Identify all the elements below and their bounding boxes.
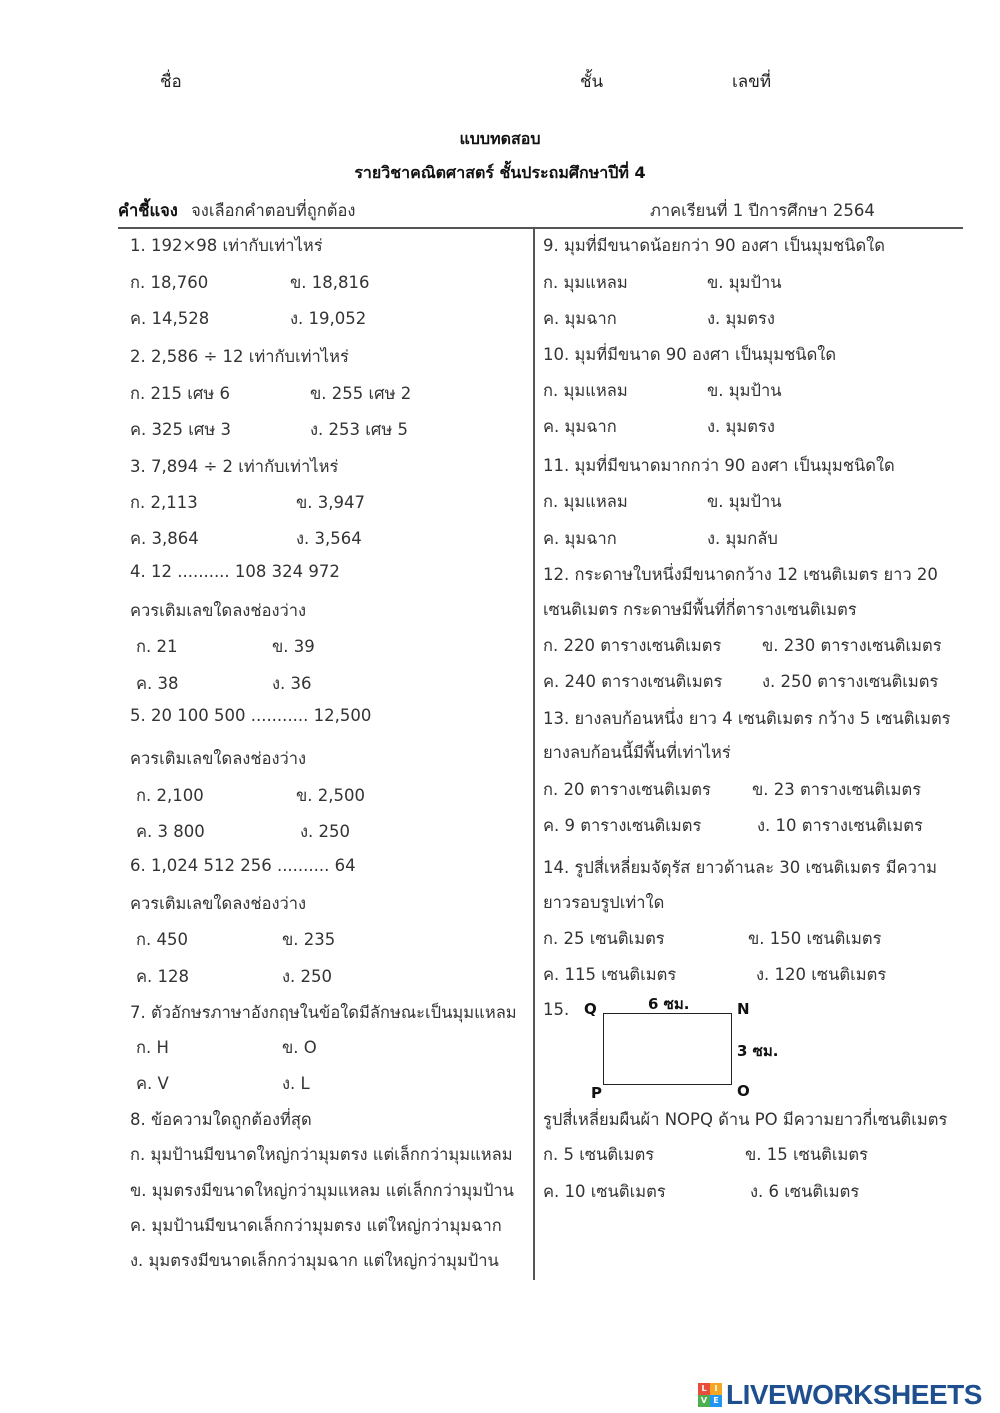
- rectangle-figure: [603, 1013, 732, 1085]
- choice-d[interactable]: ง. มุมตรงมีขนาดเล็กกว่ามุมฉาก แต่ใหญ่กว่ามุมป้าน: [130, 1251, 499, 1270]
- choice-a[interactable]: ก. 20 ตารางเซนติเมตร: [543, 780, 711, 799]
- question-text: 14. รูปสี่เหลี่ยมจัตุรัส ยาวด้านละ 30 เซนติเมตร มีความ: [543, 858, 938, 877]
- choice-d[interactable]: ง. L: [282, 1074, 310, 1093]
- choice-b[interactable]: ข. O: [282, 1038, 317, 1057]
- name-label: ชื่อ: [160, 72, 182, 92]
- question-text-2: เซนติเมตร กระดาษมีพื้นที่กี่ตารางเซนติเมตร: [543, 600, 857, 619]
- choice-d[interactable]: ง. 36: [272, 674, 312, 693]
- choice-b[interactable]: ข. 255 เศษ 2: [310, 384, 412, 403]
- choice-a[interactable]: ก. 5 เซนติเมตร: [543, 1145, 655, 1164]
- choice-d[interactable]: ง. มุมตรง: [707, 309, 775, 328]
- question-subtext: ควรเติมเลขใดลงช่องว่าง: [130, 894, 307, 913]
- vertex-q: Q: [584, 1000, 597, 1018]
- question-text: 10. มุมที่มีขนาด 90 องศา เป็นมุมชนิดใด: [543, 345, 837, 364]
- question-text: 12. กระดาษใบหนึ่งมีขนาดกว้าง 12 เซนติเมตร ยาว 20: [543, 565, 938, 584]
- choice-a[interactable]: ก. 450: [136, 930, 188, 949]
- choice-a[interactable]: ก. มุมแหลม: [543, 273, 628, 292]
- question-text: 1. 192×98 เท่ากับเท่าไหร่: [130, 236, 323, 255]
- vertex-p: P: [591, 1084, 602, 1102]
- logo-tile: V: [698, 1395, 710, 1407]
- question-text: 5. 20 100 500 ........... 12,500: [130, 706, 372, 725]
- choice-a[interactable]: ก. 18,760: [130, 273, 209, 292]
- choice-b[interactable]: ข. 3,947: [296, 493, 366, 512]
- choice-d[interactable]: ง. 6 เซนติเมตร: [750, 1182, 860, 1201]
- term-label: ภาคเรียนที่ 1 ปีการศึกษา 2564: [650, 201, 875, 220]
- choice-c[interactable]: ค. มุมฉาก: [543, 417, 617, 436]
- question-text: 13. ยางลบก้อนหนึ่ง ยาว 4 เซนติเมตร กว้าง 5 เซนติเมตร: [543, 709, 951, 728]
- choice-b[interactable]: ข. 2,500: [296, 786, 366, 805]
- instruction-text: จงเลือกคำตอบที่ถูกต้อง: [191, 201, 356, 220]
- choice-b[interactable]: ข. 23 ตารางเซนติเมตร: [752, 780, 922, 799]
- logo-mark-icon: [698, 1383, 722, 1407]
- question-text: 2. 2,586 ÷ 12 เท่ากับเท่าไหร่: [130, 347, 349, 366]
- choice-a[interactable]: ก. มุมป้านมีขนาดใหญ่กว่ามุมตรง แต่เล็กกว่ามุมแหลม: [130, 1145, 513, 1164]
- choice-a[interactable]: ก. มุมแหลม: [543, 492, 628, 511]
- liveworksheets-logo[interactable]: [698, 1380, 982, 1410]
- choice-b[interactable]: ข. มุมป้าน: [707, 381, 782, 400]
- choice-a[interactable]: ก. 21: [136, 637, 178, 656]
- choice-b[interactable]: ข. 235: [282, 930, 336, 949]
- choice-c[interactable]: ค. V: [136, 1074, 169, 1093]
- class-label: ชั้น: [580, 72, 604, 92]
- choice-d[interactable]: ง. 250: [300, 822, 351, 841]
- instruction-label: คำชี้แจง: [118, 201, 178, 220]
- subject-title: รายวิชาคณิตศาสตร์ ชั้นประถมศึกษาปีที่ 4: [354, 163, 646, 182]
- vertex-o: O: [737, 1082, 750, 1100]
- logo-tile: E: [710, 1395, 722, 1407]
- choice-c[interactable]: ค. 14,528: [130, 309, 210, 328]
- choice-c[interactable]: ค. 9 ตารางเซนติเมตร: [543, 816, 702, 835]
- vertex-n: N: [737, 1000, 750, 1018]
- choice-c[interactable]: ค. 38: [136, 674, 179, 693]
- choice-c[interactable]: ค. 128: [136, 967, 190, 986]
- column-divider: [533, 227, 535, 1280]
- side-length-label: 3 ซม.: [737, 1042, 779, 1060]
- choice-d[interactable]: ง. 120 เซนติเมตร: [756, 965, 887, 984]
- choice-a[interactable]: ก. H: [136, 1038, 169, 1057]
- choice-b[interactable]: ข. 39: [272, 637, 315, 656]
- top-length-label: 6 ซม.: [648, 995, 690, 1013]
- choice-c[interactable]: ค. 240 ตารางเซนติเมตร: [543, 672, 723, 691]
- choice-b[interactable]: ข. 230 ตารางเซนติเมตร: [762, 636, 942, 655]
- logo-tile: I: [710, 1383, 722, 1395]
- choice-c[interactable]: ค. มุมฉาก: [543, 309, 617, 328]
- choice-d[interactable]: ง. 250: [282, 967, 333, 986]
- question-text: 3. 7,894 ÷ 2 เท่ากับเท่าไหร่: [130, 457, 339, 476]
- number-label: เลขที่: [732, 72, 772, 92]
- choice-b[interactable]: ข. 15 เซนติเมตร: [745, 1145, 868, 1164]
- test-title: แบบทดสอบ: [459, 129, 541, 148]
- question-text-2: ยางลบก้อนนี้มีพื้นที่เท่าไหร่: [543, 743, 731, 762]
- top-rule: [118, 227, 963, 229]
- choice-d[interactable]: ง. 3,564: [296, 529, 362, 548]
- instruction: [118, 198, 355, 224]
- choice-b[interactable]: ข. มุมป้าน: [707, 492, 782, 511]
- question-text: 8. ข้อความใดถูกต้องที่สุด: [130, 1110, 312, 1129]
- logo-tile: L: [698, 1383, 710, 1395]
- choice-b[interactable]: ข. มุมป้าน: [707, 273, 782, 292]
- choice-d[interactable]: ง. 253 เศษ 5: [310, 420, 409, 439]
- choice-b[interactable]: ข. 18,816: [290, 273, 370, 292]
- logo-text: LIVEWORKSHEETS: [726, 1379, 982, 1410]
- choice-b[interactable]: ข. 150 เซนติเมตร: [748, 929, 882, 948]
- choice-c[interactable]: ค. มุมฉาก: [543, 529, 617, 548]
- choice-a[interactable]: ก. 215 เศษ 6: [130, 384, 230, 403]
- choice-d[interactable]: ง. 250 ตารางเซนติเมตร: [762, 672, 939, 691]
- choice-c[interactable]: ค. 3,864: [130, 529, 199, 548]
- question-subtext: ควรเติมเลขใดลงช่องว่าง: [130, 749, 307, 768]
- question-subtext: ควรเติมเลขใดลงช่องว่าง: [130, 601, 307, 620]
- choice-c[interactable]: ค. 115 เซนติเมตร: [543, 965, 677, 984]
- choice-c[interactable]: ค. 3 800: [136, 822, 205, 841]
- choice-a[interactable]: ก. 2,100: [136, 786, 204, 805]
- question-text-2: ยาวรอบรูปเท่าใด: [543, 893, 665, 912]
- choice-c[interactable]: ค. 325 เศษ 3: [130, 420, 231, 439]
- choice-c[interactable]: ค. มุมป้านมีขนาดเล็กกว่ามุมตรง แต่ใหญ่กว่ามุมฉาก: [130, 1216, 502, 1235]
- question-text: 6. 1,024 512 256 .......... 64: [130, 856, 356, 875]
- choice-a[interactable]: ก. 220 ตารางเซนติเมตร: [543, 636, 722, 655]
- choice-a[interactable]: ก. มุมแหลม: [543, 381, 628, 400]
- choice-a[interactable]: ก. 25 เซนติเมตร: [543, 929, 665, 948]
- choice-d[interactable]: ง. มุมตรง: [707, 417, 775, 436]
- choice-d[interactable]: ง. มุมกลับ: [707, 529, 778, 548]
- choice-b[interactable]: ข. มุมตรงมีขนาดใหญ่กว่ามุมแหลม แต่เล็กกว่ามุมป้าน: [130, 1181, 514, 1200]
- question-text: 7. ตัวอักษรภาษาอังกฤษในข้อใดมีลักษณะเป็นมุมแหลม: [130, 1003, 517, 1022]
- question-text: 11. มุมที่มีขนาดมากกว่า 90 องศา เป็นมุมชนิดใด: [543, 456, 895, 475]
- choice-c[interactable]: ค. 10 เซนติเมตร: [543, 1182, 666, 1201]
- question-text: 4. 12 .......... 108 324 972: [130, 562, 340, 581]
- question-text: รูปสี่เหลี่ยมผืนผ้า NOPQ ด้าน PO มีความยาวกี่เซนติเมตร: [543, 1110, 948, 1129]
- question-text: 9. มุมที่มีขนาดน้อยกว่า 90 องศา เป็นมุมชนิดใด: [543, 236, 885, 255]
- choice-a[interactable]: ก. 2,113: [130, 493, 198, 512]
- question-number: 15.: [543, 1000, 570, 1019]
- choice-d[interactable]: ง. 19,052: [290, 309, 367, 328]
- choice-d[interactable]: ง. 10 ตารางเซนติเมตร: [757, 816, 923, 835]
